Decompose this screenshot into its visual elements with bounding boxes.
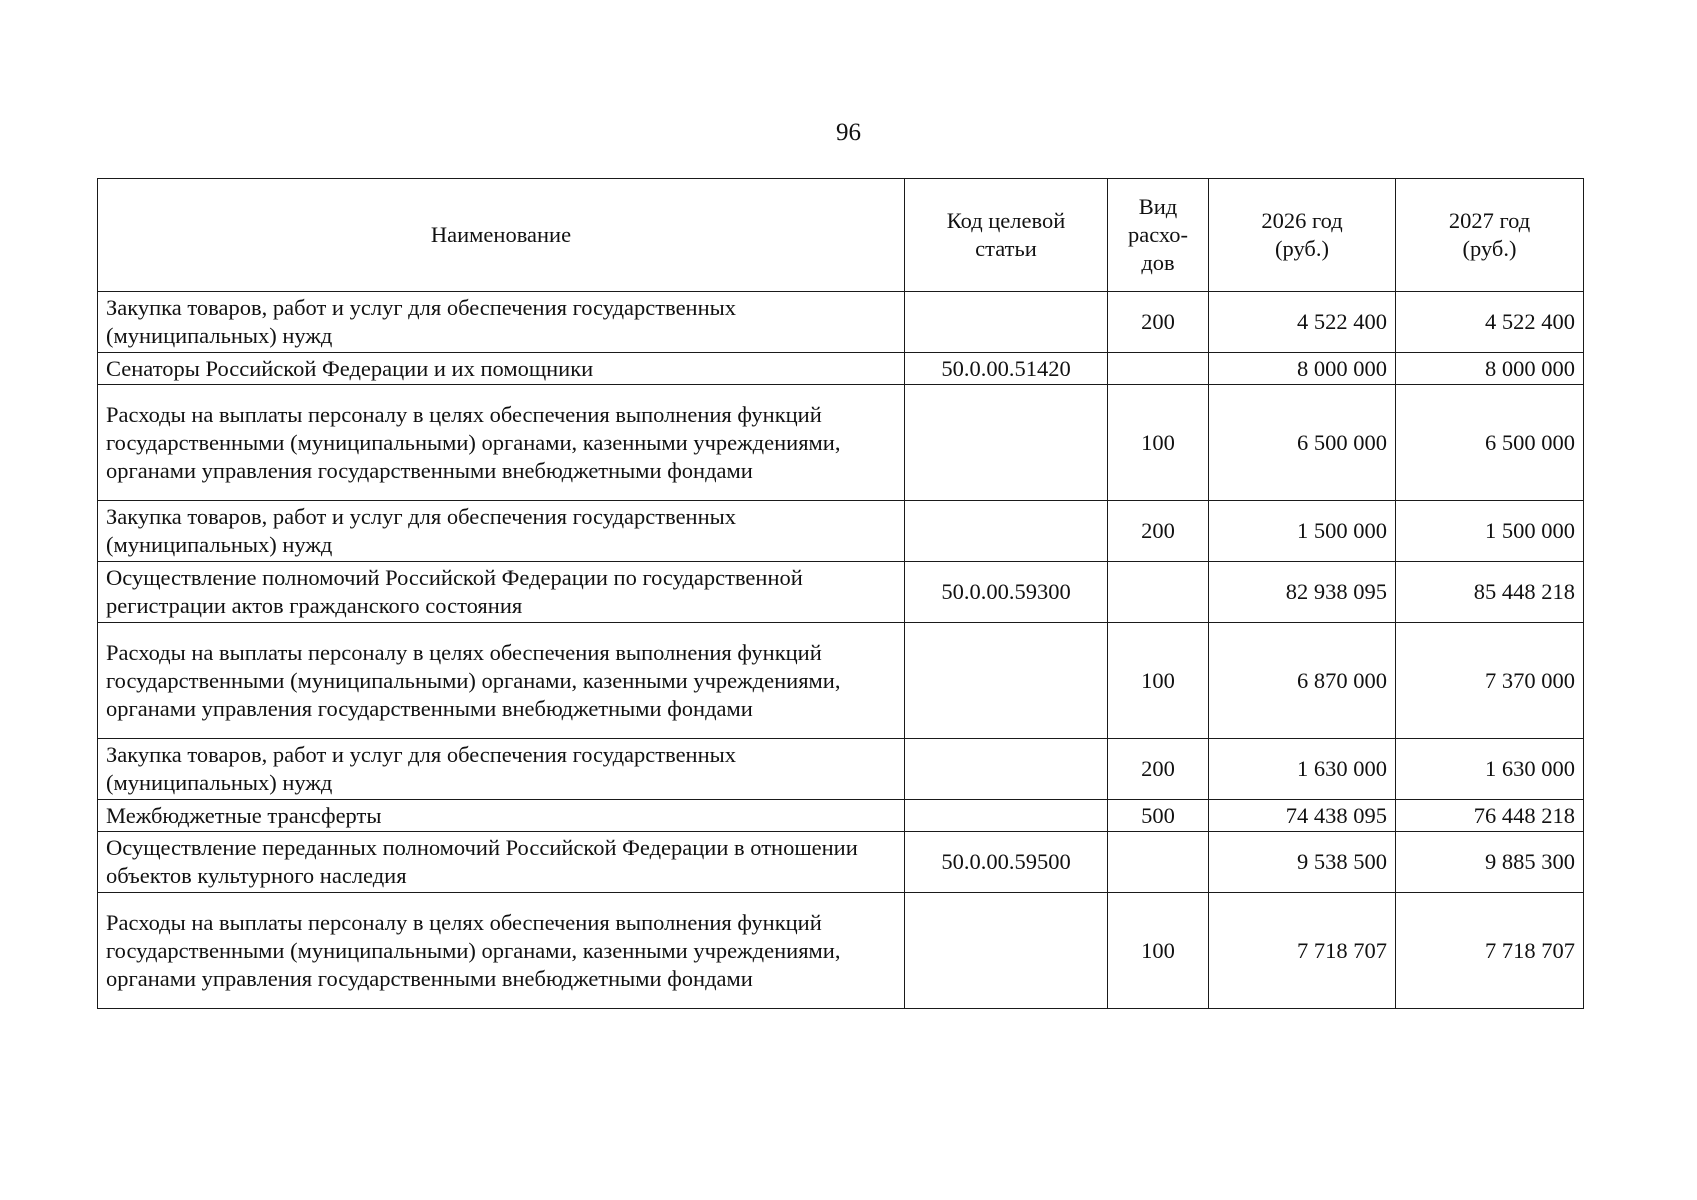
row-code	[905, 385, 1108, 501]
row-kind: 500	[1108, 800, 1209, 832]
row-code	[905, 739, 1108, 800]
table-row	[98, 385, 1584, 501]
row-kind: 200	[1108, 501, 1209, 562]
row-2027: 4 522 400	[1396, 292, 1584, 353]
row-2027: 9 885 300	[1396, 832, 1584, 893]
row-kind	[1108, 832, 1209, 893]
row-code	[905, 893, 1108, 1009]
row-name: Закупка товаров, работ и услуг для обеспечения государственных (муниципальных) нужд	[98, 739, 905, 800]
row-2026: 1 630 000	[1209, 739, 1396, 800]
row-2027: 6 500 000	[1396, 385, 1584, 501]
row-kind: 100	[1108, 893, 1209, 1009]
table-row	[98, 353, 1584, 385]
row-code	[905, 623, 1108, 739]
row-name: Осуществление полномочий Российской Федерации по государственной регистрации актов гражданского состояния	[98, 562, 905, 623]
row-code	[905, 800, 1108, 832]
row-2027: 76 448 218	[1396, 800, 1584, 832]
row-name: Расходы на выплаты персоналу в целях обеспечения выполнения функций государственными (муниципальными) органами, казенными учреждениями, органами управления государственными внебюджетными фондами	[98, 385, 905, 501]
row-2026: 9 538 500	[1209, 832, 1396, 893]
row-2026: 6 870 000	[1209, 623, 1396, 739]
row-2026: 6 500 000	[1209, 385, 1396, 501]
row-2026: 7 718 707	[1209, 893, 1396, 1009]
row-2027: 8 000 000	[1396, 353, 1584, 385]
table-row	[98, 501, 1584, 562]
row-2026: 82 938 095	[1209, 562, 1396, 623]
row-kind	[1108, 562, 1209, 623]
row-kind: 100	[1108, 385, 1209, 501]
row-2027: 7 718 707	[1396, 893, 1584, 1009]
row-kind: 200	[1108, 739, 1209, 800]
row-2026: 8 000 000	[1209, 353, 1396, 385]
header-name: Наименование	[98, 179, 905, 292]
row-name: Расходы на выплаты персоналу в целях обеспечения выполнения функций государственными (муниципальными) органами, казенными учреждениями, органами управления государственными внебюджетными фондами	[98, 623, 905, 739]
row-2026: 1 500 000	[1209, 501, 1396, 562]
row-code: 50.0.00.51420	[905, 353, 1108, 385]
row-kind: 100	[1108, 623, 1209, 739]
row-kind: 200	[1108, 292, 1209, 353]
row-2026: 74 438 095	[1209, 800, 1396, 832]
table-header-row	[98, 179, 1584, 292]
header-2026: 2026 год (руб.)	[1209, 179, 1396, 292]
row-2027: 7 370 000	[1396, 623, 1584, 739]
table-row	[98, 292, 1584, 353]
table-row	[98, 800, 1584, 832]
row-code	[905, 292, 1108, 353]
page-number: 96	[836, 119, 861, 146]
row-code	[905, 501, 1108, 562]
row-name: Осуществление переданных полномочий Российской Федерации в отношении объектов культурного наследия	[98, 832, 905, 893]
row-name: Межбюджетные трансферты	[98, 800, 905, 832]
row-kind	[1108, 353, 1209, 385]
row-name: Закупка товаров, работ и услуг для обеспечения государственных (муниципальных) нужд	[98, 501, 905, 562]
table-row	[98, 623, 1584, 739]
table-row	[98, 739, 1584, 800]
row-name: Расходы на выплаты персоналу в целях обеспечения выполнения функций государственными (муниципальными) органами, казенными учреждениями, органами управления государственными внебюджетными фондами	[98, 893, 905, 1009]
table-row	[98, 832, 1584, 893]
header-code: Код целевой статьи	[905, 179, 1108, 292]
table-row	[98, 893, 1584, 1009]
row-2027: 85 448 218	[1396, 562, 1584, 623]
row-code: 50.0.00.59300	[905, 562, 1108, 623]
row-2027: 1 500 000	[1396, 501, 1584, 562]
row-name: Сенаторы Российской Федерации и их помощники	[98, 353, 905, 385]
budget-table	[97, 178, 1584, 1009]
header-2027: 2027 год (руб.)	[1396, 179, 1584, 292]
header-kind: Вид расхо-дов	[1108, 179, 1209, 292]
table-row	[98, 562, 1584, 623]
row-code: 50.0.00.59500	[905, 832, 1108, 893]
row-2026: 4 522 400	[1209, 292, 1396, 353]
row-2027: 1 630 000	[1396, 739, 1584, 800]
row-name: Закупка товаров, работ и услуг для обеспечения государственных (муниципальных) нужд	[98, 292, 905, 353]
